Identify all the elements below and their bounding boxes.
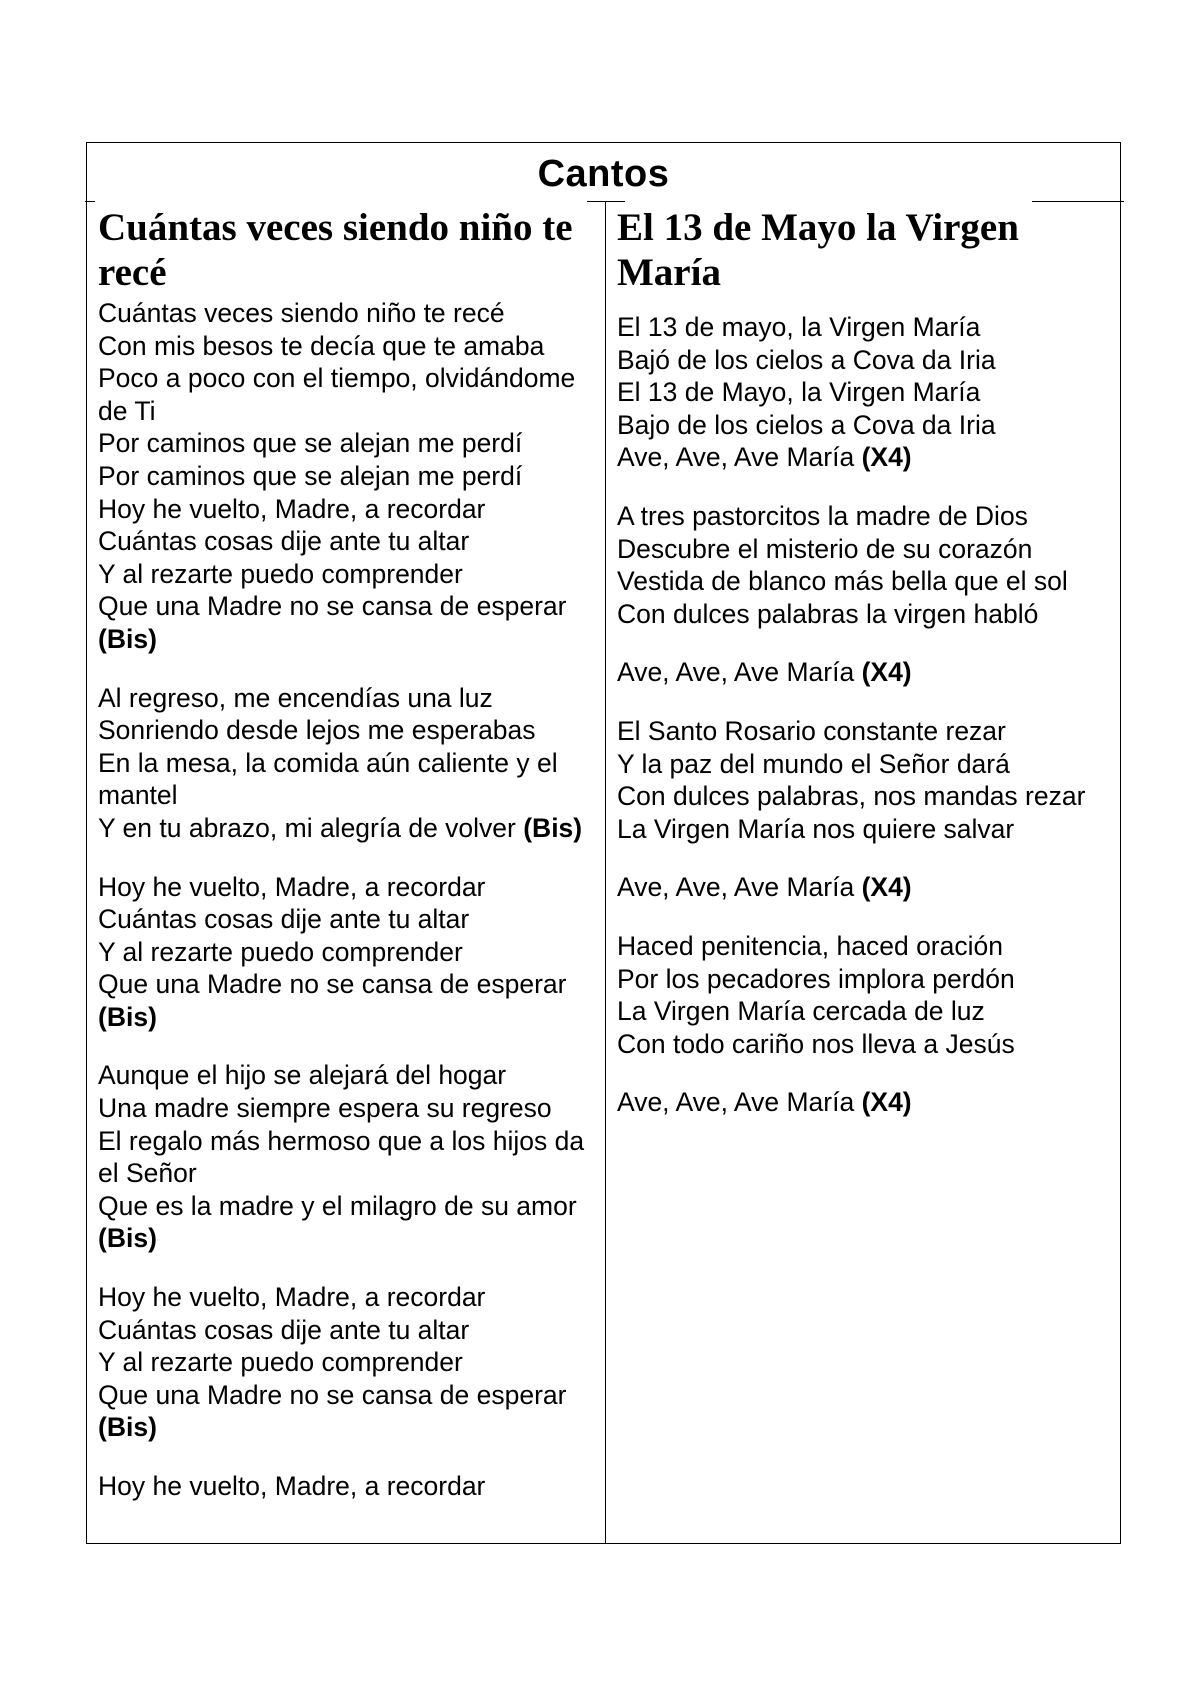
stanza <box>98 871 598 1034</box>
lyric-text: En la mesa, la comida aún caliente y el mantel <box>98 747 558 811</box>
lyric-line <box>617 344 1117 377</box>
lyric-line <box>98 812 598 845</box>
lyric-text: Poco a poco con el tiempo, olvidándome de Ti <box>98 363 576 426</box>
lyric-line <box>617 1086 1117 1119</box>
lyric-text: Que es la madre y el milagro de su amor <box>98 1190 577 1221</box>
lyric-line <box>98 936 598 969</box>
lyric-line <box>98 297 598 330</box>
lyric-text: El 13 de mayo, la Virgen María <box>617 312 981 342</box>
song-title: El 13 de Mayo la Virgen María <box>617 206 1019 294</box>
lyric-text: Vestida de blanco más bella que el sol <box>617 566 1068 597</box>
lyric-line <box>617 780 1117 813</box>
lyric-text: Una madre siempre espera su regreso <box>98 1093 552 1124</box>
repeat-mark: (X4) <box>861 872 912 903</box>
lyric-text: Haced penitencia, haced oración <box>617 930 1003 961</box>
song-lyrics <box>98 297 598 1503</box>
repeat-mark: (Bis) <box>98 623 157 654</box>
lyric-text: El Santo Rosario constante rezar <box>617 715 1006 746</box>
lyric-line <box>98 714 598 747</box>
lyric-text: Ave, Ave, Ave María <box>617 1087 855 1118</box>
stanza <box>98 682 598 845</box>
lyric-line <box>617 813 1117 846</box>
lyric-text: Y al rezarte puedo comprender <box>98 558 463 589</box>
lyric-line <box>617 376 1117 409</box>
lyric-text: Con mis besos te decía que te amaba <box>98 330 545 361</box>
stanza <box>617 871 1117 904</box>
lyric-text: Hoy he vuelto, Madre, a recordar <box>98 493 486 524</box>
lyric-line <box>617 533 1117 566</box>
stanza <box>617 500 1117 630</box>
lyric-line <box>617 930 1117 963</box>
lyric-text: Al regreso, me encendías una luz <box>98 682 493 713</box>
lyric-line <box>98 1281 598 1314</box>
lyric-text: Bajó de los cielos a Cova da Iria <box>617 344 996 375</box>
lyric-line <box>617 995 1117 1028</box>
lyric-text: Sonriendo desde lejos me esperabas <box>98 715 536 746</box>
lyric-text: Con dulces palabras, nos mandas rezar <box>617 781 1086 812</box>
lyric-line <box>98 1470 598 1503</box>
title-rule-center <box>587 201 625 202</box>
song-lyrics <box>617 311 1117 1119</box>
lyric-text: Hoy he vuelto, Madre, a recordar <box>98 1471 486 1501</box>
song-column-left <box>98 205 598 1529</box>
stanza <box>617 1086 1117 1119</box>
lyric-text: Y la paz del mundo el Señor dará <box>617 748 1010 779</box>
lyric-line <box>98 903 598 936</box>
lyric-line <box>617 409 1117 442</box>
repeat-mark: (X4) <box>861 442 912 473</box>
lyric-line <box>617 1028 1117 1061</box>
lyric-line <box>617 311 1117 344</box>
repeat-mark: (X4) <box>861 657 912 688</box>
page-title: Cantos <box>537 153 670 195</box>
lyric-text: Ave, Ave, Ave María <box>617 657 855 688</box>
repeat-mark: (Bis) <box>98 1412 157 1443</box>
lyric-line <box>98 1059 598 1092</box>
lyric-text: Cuántas cosas dije ante tu altar <box>98 1314 470 1345</box>
lyric-line <box>617 715 1117 748</box>
lyric-text: Ave, Ave, Ave María <box>617 872 855 903</box>
lyric-text: Y en tu abrazo, mi alegría de volver <box>98 812 516 843</box>
column-divider <box>605 201 606 1543</box>
lyric-text: Bajo de los cielos a Cova da Iria <box>617 409 996 440</box>
stanza <box>98 1281 598 1444</box>
stanza <box>98 1059 598 1255</box>
repeat-mark: (X4) <box>861 1087 912 1118</box>
lyric-line <box>98 1125 598 1190</box>
lyric-text: Con dulces palabras la virgen habló <box>617 598 1039 629</box>
lyric-line <box>98 460 598 493</box>
lyric-line <box>98 590 598 655</box>
lyric-line <box>98 871 598 904</box>
lyric-text: Cuántas veces siendo niño te recé <box>98 298 505 328</box>
lyric-text: Cuántas cosas dije ante tu altar <box>98 904 470 935</box>
stanza <box>617 311 1117 474</box>
stanza <box>98 297 598 656</box>
lyric-text: La Virgen María cercada de luz <box>617 996 985 1027</box>
lyric-text: Por caminos que se alejan me perdí <box>98 428 523 459</box>
lyric-line <box>617 656 1117 689</box>
lyric-text: El regalo más hermoso que a los hijos da el Señor <box>98 1125 585 1189</box>
lyric-line <box>617 598 1117 631</box>
song-column-right <box>617 205 1117 1145</box>
lyric-text: Por caminos que se alejan me perdí <box>98 460 523 491</box>
stanza <box>617 930 1117 1060</box>
stanza <box>617 715 1117 845</box>
lyric-text: Que una Madre no se cansa de esperar <box>98 969 567 1000</box>
title-rule-left <box>85 201 95 202</box>
lyric-line <box>617 500 1117 533</box>
lyric-line <box>98 493 598 526</box>
repeat-mark: (Bis) <box>98 1001 157 1032</box>
lyric-line <box>617 565 1117 598</box>
lyric-text: Descubre el misterio de su corazón <box>617 533 1033 564</box>
song-title: Cuántas veces siendo niño te recé <box>98 206 573 294</box>
lyric-text: Hoy he vuelto, Madre, a recordar <box>98 871 486 902</box>
lyric-line <box>98 558 598 591</box>
lyric-line <box>98 1314 598 1347</box>
lyric-text: Con todo cariño nos lleva a Jesús <box>617 1028 1015 1059</box>
lyric-line <box>98 747 598 812</box>
lyric-line <box>617 871 1117 904</box>
lyric-text: Y al rezarte puedo comprender <box>98 1347 463 1378</box>
lyric-text: Que una Madre no se cansa de esperar <box>98 591 567 622</box>
lyric-text: Ave, Ave, Ave María <box>617 442 855 473</box>
lyric-line <box>98 525 598 558</box>
lyric-line <box>98 682 598 715</box>
lyric-text: El 13 de Mayo, la Virgen María <box>617 377 981 408</box>
lyric-text: Por los pecadores implora perdón <box>617 963 1015 994</box>
lyric-line <box>98 1190 598 1255</box>
repeat-mark: (Bis) <box>98 1223 157 1254</box>
lyric-line <box>98 362 598 427</box>
lyric-text: Hoy he vuelto, Madre, a recordar <box>98 1282 486 1313</box>
lyric-line <box>617 963 1117 996</box>
lyric-text: Y al rezarte puedo comprender <box>98 936 463 967</box>
lyric-text: La Virgen María nos quiere salvar <box>617 813 1015 844</box>
song-sheet <box>86 142 1121 1544</box>
lyric-text: A tres pastorcitos la madre de Dios <box>617 500 1028 531</box>
lyric-line <box>617 441 1117 474</box>
title-rule-right <box>1032 201 1124 202</box>
lyric-line <box>98 1379 598 1444</box>
lyric-text: Aunque el hijo se alejará del hogar <box>98 1060 507 1091</box>
lyric-text: Que una Madre no se cansa de esperar <box>98 1379 567 1410</box>
lyric-line <box>617 748 1117 781</box>
lyric-line <box>98 1346 598 1379</box>
lyric-text: Cuántas cosas dije ante tu altar <box>98 526 470 557</box>
lyric-line <box>98 1092 598 1125</box>
lyric-line <box>98 330 598 363</box>
lyric-line <box>98 968 598 1033</box>
stanza <box>617 656 1117 689</box>
stanza <box>98 1470 598 1503</box>
repeat-mark: (Bis) <box>523 812 583 843</box>
lyric-line <box>98 427 598 460</box>
